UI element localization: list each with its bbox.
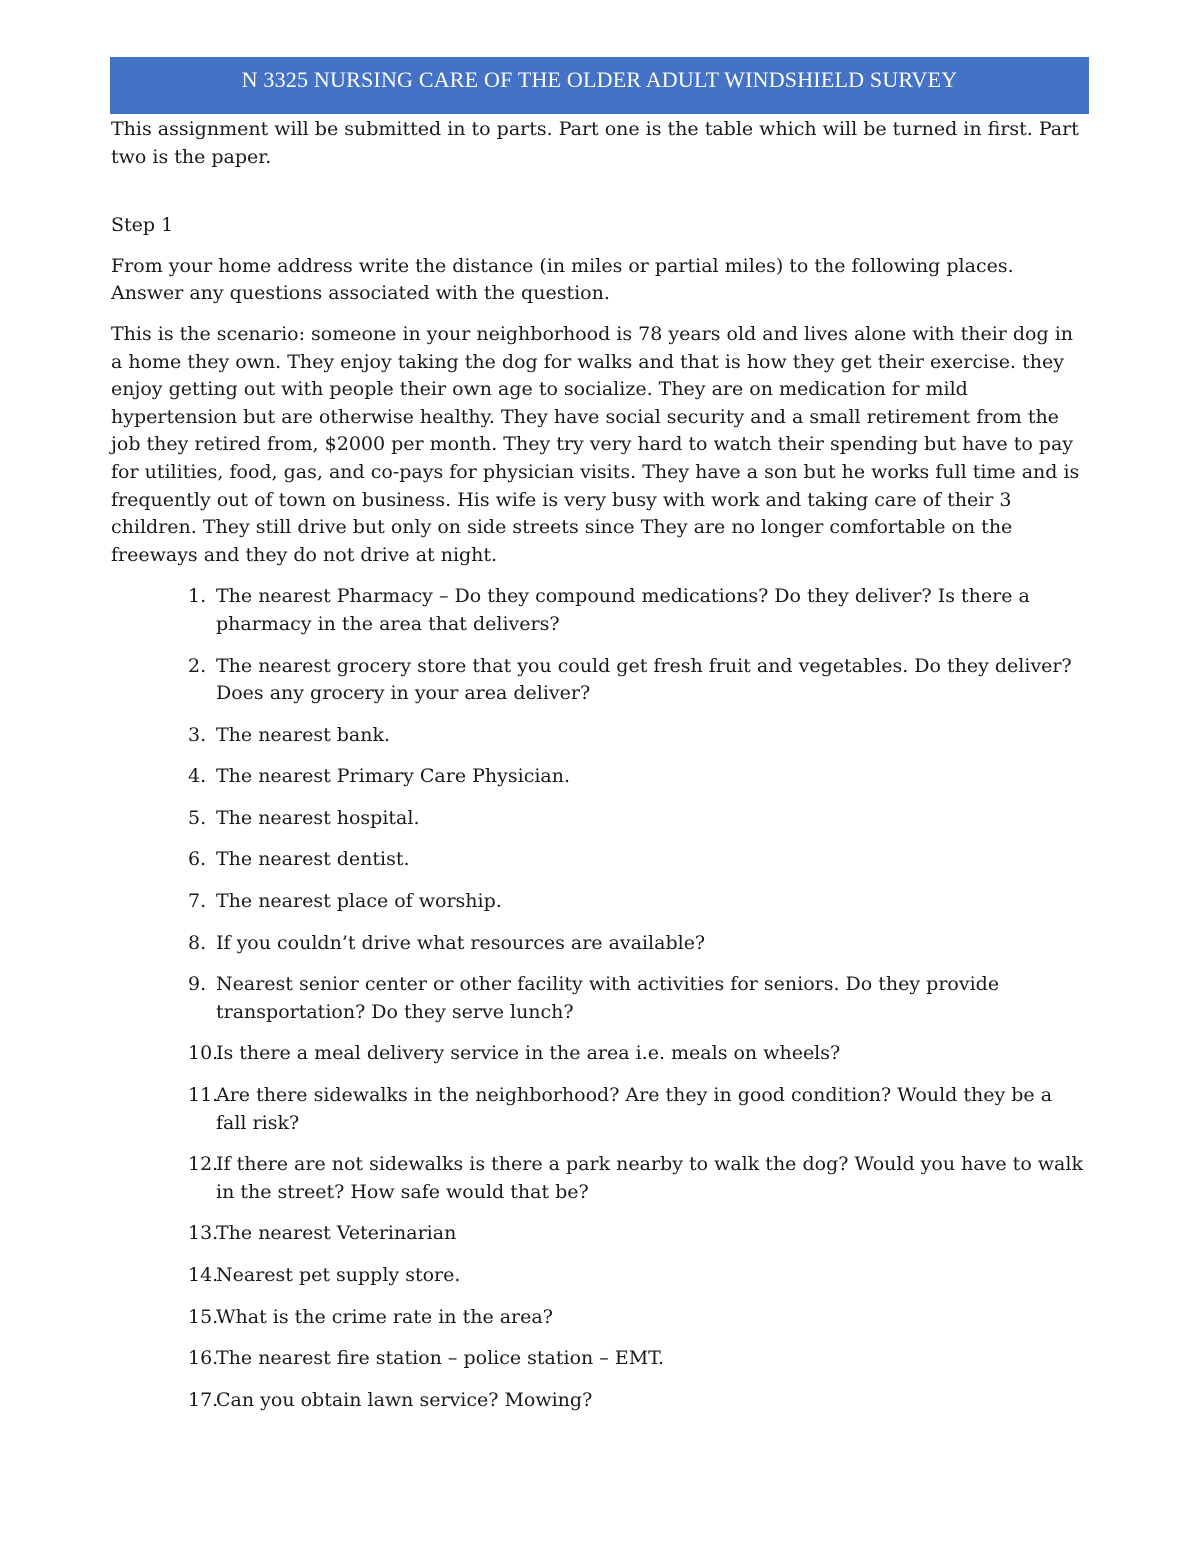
list-item <box>111 971 1086 1026</box>
list-item-text: If you couldn’t drive what resources are available? <box>216 931 706 954</box>
list-item <box>111 653 1086 708</box>
list-item-text: The nearest Pharmacy – Do they compound medications? Do they deliver? Is there a pharmacy in the area that delivers? <box>216 585 1030 635</box>
list-item-number: 17. <box>188 1388 219 1411</box>
list-item-number: 15. <box>188 1305 219 1328</box>
list-item-text: Is there a meal delivery service in the area i.e. meals on wheels? <box>216 1042 841 1065</box>
list-item-text: The nearest place of worship. <box>216 890 502 913</box>
list-item <box>111 1304 1086 1332</box>
list-item-number: 10. <box>188 1042 219 1065</box>
page-title: N 3325 NURSING CARE OF THE OLDER ADULT WINDSHIELD SURVEY <box>110 57 1089 114</box>
list-item <box>111 1040 1086 1068</box>
list-item-text: The nearest Veterinarian <box>216 1222 457 1245</box>
list-item-text: The nearest Primary Care Physician. <box>216 765 571 788</box>
list-item <box>111 583 1086 638</box>
list-item-number: 11. <box>188 1084 219 1107</box>
list-item <box>111 930 1086 958</box>
list-item <box>111 805 1086 833</box>
list-item-number: 12. <box>188 1153 219 1176</box>
list-item-number: 13. <box>188 1222 219 1245</box>
list-item-text: The nearest bank. <box>216 723 391 746</box>
list-item-number: 16. <box>188 1347 219 1370</box>
list-item-number: 6. <box>188 848 207 871</box>
list-item-text: Can you obtain lawn service? Mowing? <box>216 1388 593 1411</box>
list-item-text: The nearest dentist. <box>216 848 410 871</box>
list-item-text: The nearest grocery store that you could get fresh fruit and vegetables. Do they deliver? Does any grocery in your area deliver? <box>216 654 1072 705</box>
list-item-text: If there are not sidewalks is there a park nearby to walk the dog? Would you have to walk in the street? How safe would that be? <box>216 1153 1083 1203</box>
instructions-paragraph: From your home address write the distance (in miles or partial miles) to the following places. Answer any questions associated with the question. <box>111 254 1014 305</box>
list-item-number: 7. <box>188 890 207 913</box>
document-body <box>111 116 1086 1428</box>
step-heading: Step 1 <box>111 214 174 237</box>
question-list <box>111 583 1086 1414</box>
list-item-text: The nearest hospital. <box>216 806 420 829</box>
list-item <box>111 1151 1086 1206</box>
list-item <box>111 763 1086 791</box>
list-item-number: 3. <box>188 723 207 746</box>
list-item-number: 5. <box>188 806 207 829</box>
list-item <box>111 722 1086 750</box>
list-item <box>111 1220 1086 1248</box>
list-item-text: Are there sidewalks in the neighborhood? Are they in good condition? Would they be a fall risk? <box>216 1084 1053 1134</box>
list-item-number: 8. <box>188 931 207 954</box>
list-item-text: Nearest senior center or other facility with activities for seniors. Do they provide transportation? Do they serve lunch? <box>216 973 1000 1023</box>
list-item-number: 14. <box>188 1264 219 1286</box>
list-item <box>111 1262 1086 1290</box>
list-item-text: The nearest fire station – police station – EMT. <box>216 1347 665 1370</box>
list-item-number: 4. <box>188 765 207 788</box>
list-item-text: Nearest pet supply store. <box>216 1264 461 1286</box>
list-item <box>111 846 1086 874</box>
list-item <box>111 888 1086 916</box>
list-item-number: 2. <box>188 654 207 677</box>
list-item-number: 1. <box>188 585 207 608</box>
list-item <box>111 1345 1086 1373</box>
list-item-number: 9. <box>188 973 207 996</box>
list-item <box>111 1387 1086 1415</box>
list-item-text: What is the crime rate in the area? <box>216 1305 553 1328</box>
intro-paragraph: This assignment will be submitted in to parts. Part one is the table which will be turned in first. Part two is the paper. <box>111 118 1079 168</box>
list-item <box>111 1082 1086 1137</box>
scenario-paragraph: This is the scenario: someone in your neighborhood is 78 years old and lives alone with their dog in a home they own. They enjoy taking the dog for walks and that is how they get their exercise. they enjoy getting out with people their own age to socialize. They are on medication for mild hypertension but are otherwise healthy. They have social security and a small retirement from the job they retired from, $2000 per month. They try very hard to watch their spending but have to pay for utilities, food, gas, and co-pays for physician visits. They have a son but he works full time and is frequently out of town on business. His wife is very busy with work and taking care of their 3 children. They still drive but only on side streets since They are no longer comfortable on the freeways and they do not drive at night. <box>111 322 1080 566</box>
